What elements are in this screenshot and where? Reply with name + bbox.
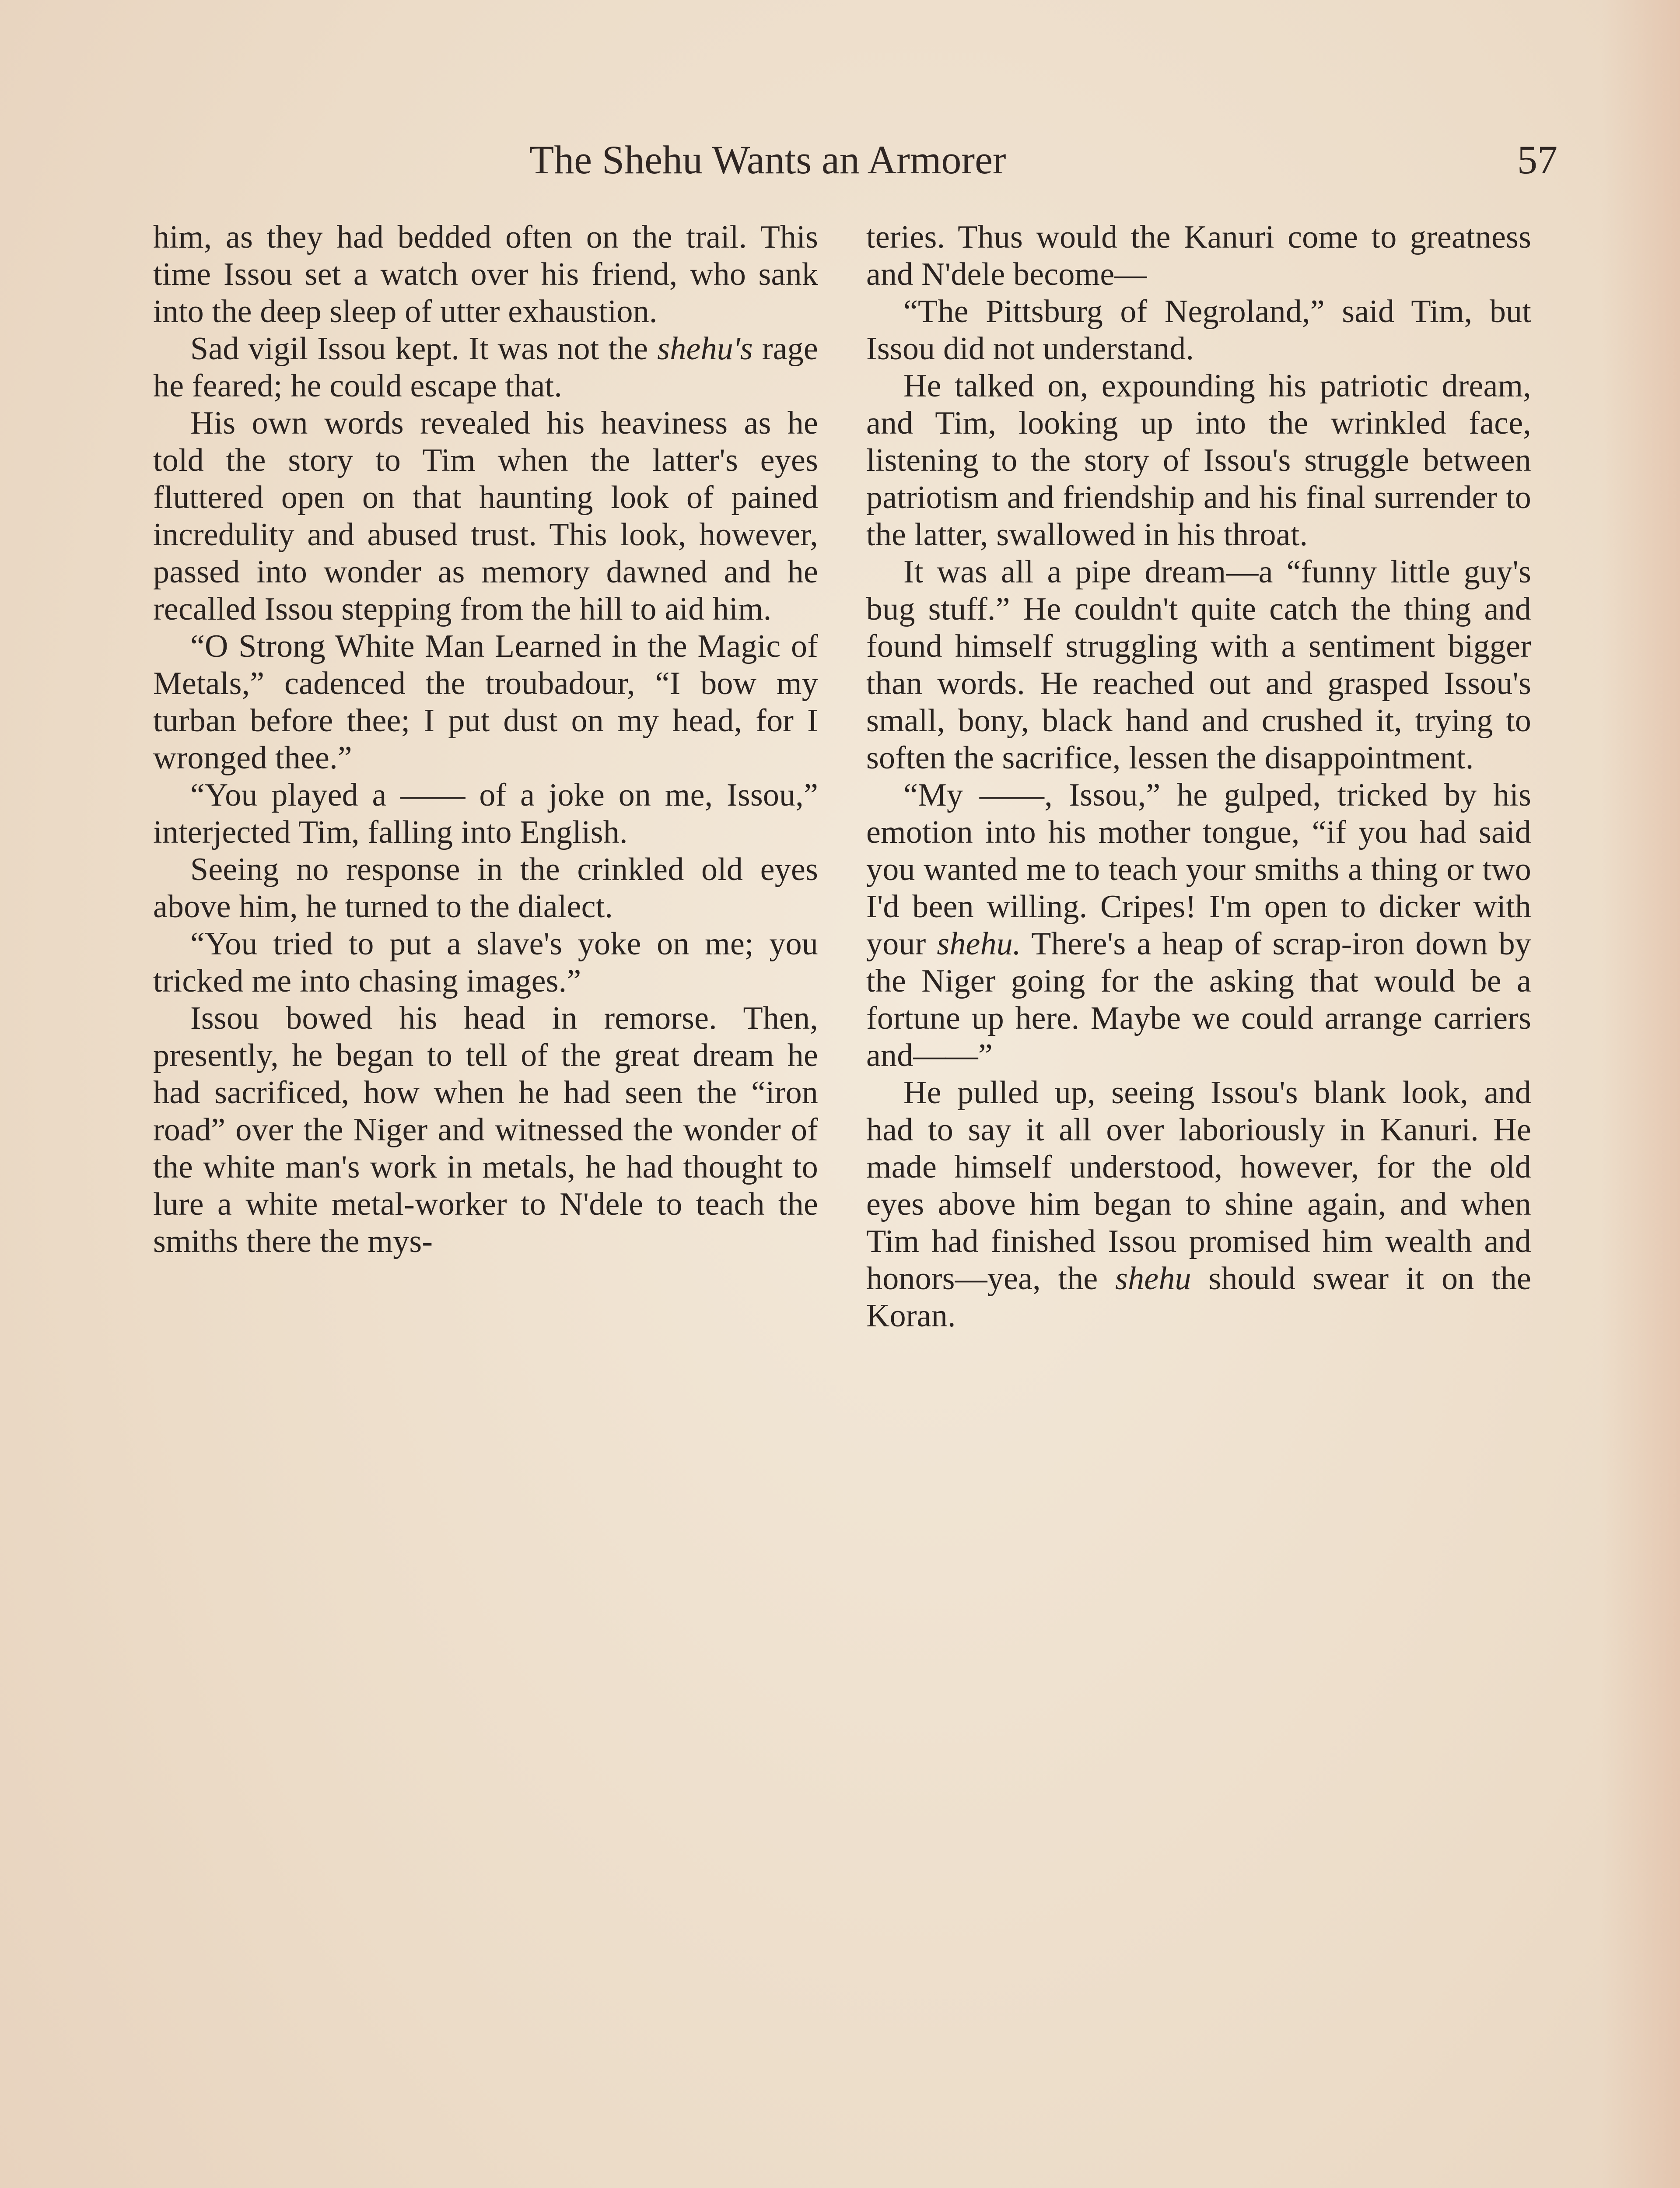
paragraph	[866, 368, 1531, 554]
text-run: His own words revealed his heaviness as he told the story to Tim when the latter's eyes fluttered open on that haunting look of pained incredulity and abused trust. This look, however, passed into wonder as memory dawned and he recalled Issou stepping from the hill to aid him.	[153, 405, 818, 627]
text-run: Issou bowed his head in remorse. Then, presently, he began to tell of the great dream he had sacrificed, how when he had seen the “iron road” over the Niger and witnessed the wonder of the white man's work in metals, he had thought to lure a white metal-worker to N'dele to teach the smiths there the mys-	[153, 1000, 818, 1259]
paragraph	[153, 1000, 818, 1260]
text-run: He pulled up, seeing Issou's blank look, and had to say it all over laboriously in Kanuri. He made himself understood, however, for the old eyes above him began to shine again, and when Tim had finished Issou promised him wealth and honors—yea, the	[866, 1075, 1531, 1297]
left-text-column	[153, 219, 818, 1536]
paragraph	[866, 777, 1531, 1074]
page-number: 57	[1517, 137, 1558, 182]
italic-run: shehu	[1115, 1261, 1191, 1297]
text-run: He talked on, expounding his patriotic dream, and Tim, looking up into the wrinkled face, listening to the story of Issou's struggle between patriotism and friendship and his final surrender to the latter, swallowed in his throat.	[866, 368, 1531, 553]
italic-run: shehu.	[937, 926, 1021, 962]
text-run: “My ——, Issou,” he gulped, tricked by his emotion into his mother tongue, “if you had said you wanted me to teach your smiths a thing or two I'd been willing. Cripes! I'm open to dicker with your	[866, 777, 1531, 962]
paragraph	[866, 1074, 1531, 1335]
paragraph	[866, 554, 1531, 777]
paragraph	[153, 851, 818, 926]
text-run: teries. Thus would the Kanuri come to greatness and N'dele become—	[866, 219, 1531, 292]
paragraph	[153, 330, 818, 405]
paragraph	[153, 628, 818, 777]
text-run: should swear it on the Koran.	[866, 1261, 1531, 1334]
text-run: “O Strong White Man Learned in the Magic of Metals,” cadenced the troubadour, “I bow my turban before thee; I put dust on my head, for I wronged thee.”	[153, 628, 818, 776]
paragraph	[153, 405, 818, 628]
running-title: The Shehu Wants an Armorer	[529, 137, 1006, 182]
right-text-column	[866, 219, 1531, 1536]
paragraph	[153, 219, 818, 330]
text-run: There's a heap of scrap-iron down by the Niger going for the asking that would be a fortune up here. Maybe we could arrange carriers and——”	[866, 926, 1531, 1073]
text-run: “The Pittsburg of Negroland,” said Tim, but Issou did not understand.	[866, 294, 1531, 367]
text-run: Sad vigil Issou kept. It was not the	[190, 331, 658, 367]
page-header	[481, 127, 1558, 193]
paragraph	[153, 926, 818, 1000]
paper-edge-tint	[1601, 0, 1680, 2188]
paragraph	[153, 777, 818, 851]
text-run: rage he feared; he could escape that.	[153, 331, 818, 404]
text-run: It was all a pipe dream—a “funny little guy's bug stuff.” He couldn't quite catch the thing and found himself struggling with a sentiment bigger than words. He reached out and grasped Issou's small, bony, black hand and crushed it, trying to soften the sacrifice, lessen the disappointment.	[866, 554, 1531, 776]
text-run: “You tried to put a slave's yoke on me; you tricked me into chasing images.”	[153, 926, 818, 999]
text-run: Seeing no response in the crinkled old eyes above him, he turned to the dialect.	[153, 852, 818, 925]
text-run: “You played a —— of a joke on me, Issou,” interjected Tim, falling into English.	[153, 777, 818, 850]
italic-run: shehu's	[657, 331, 753, 367]
text-run: him, as they had bedded often on the trail. This time Issou set a watch over his friend, who sank into the deep sleep of utter exhaustion.	[153, 219, 818, 330]
paragraph	[866, 219, 1531, 293]
paragraph	[866, 293, 1531, 368]
